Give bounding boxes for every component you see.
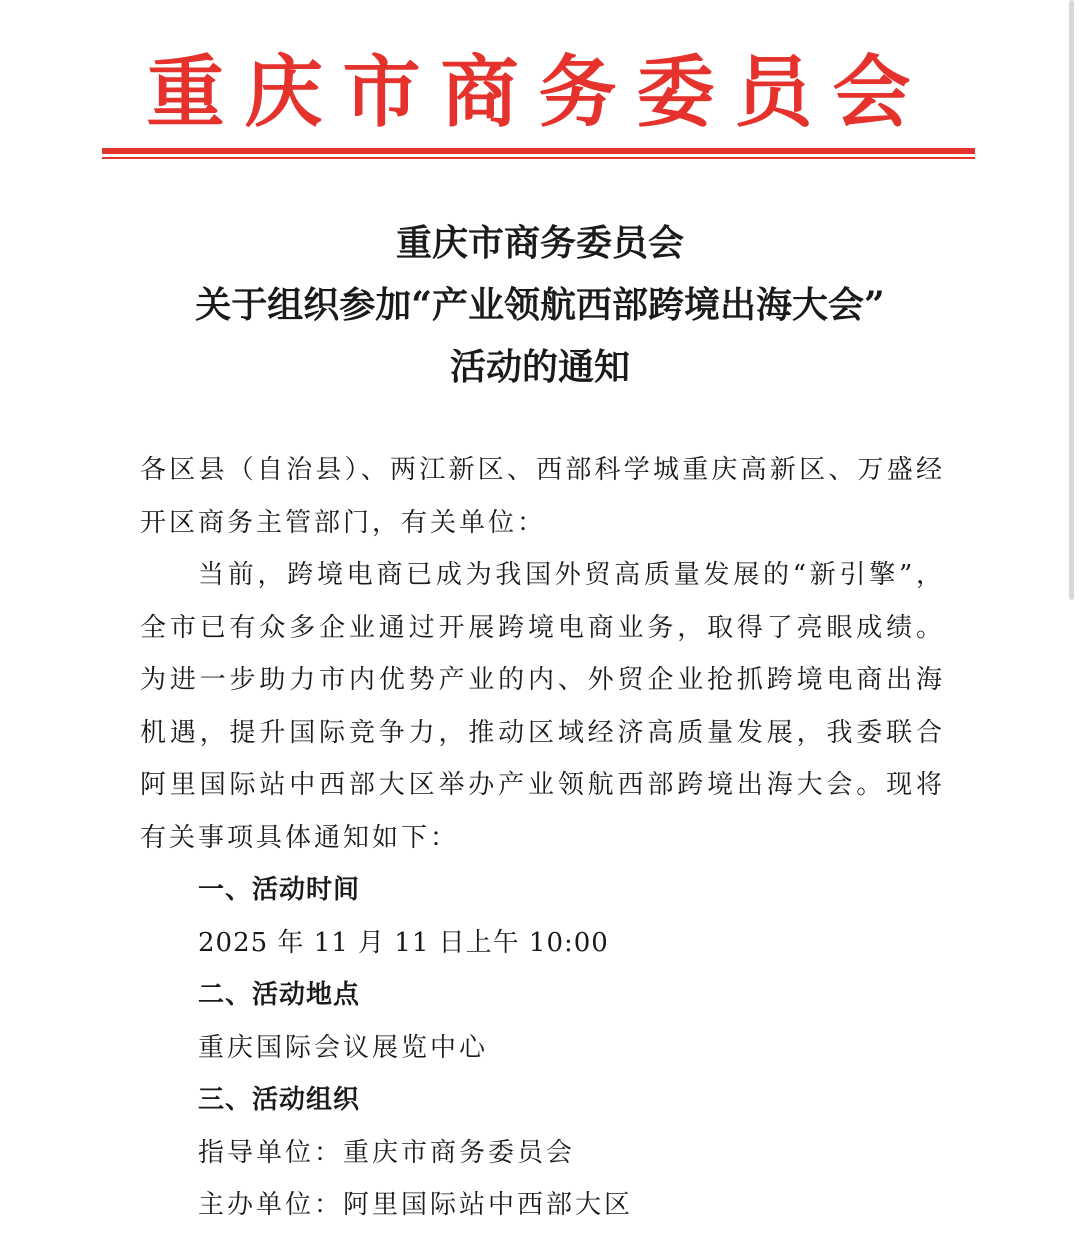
- letterhead-org-name: 重庆市商务委员会: [146, 47, 931, 138]
- document-body: [140, 444, 945, 1232]
- salutation: 各区县（自治县）、两江新区、西部科学城重庆高新区、万盛经开区商务主管部门，有关单位：: [140, 455, 945, 538]
- event-location: 重庆国际会议展览中心: [198, 1032, 489, 1063]
- guiding-unit: 指导单位：重庆市商务委员会: [198, 1137, 576, 1168]
- letterhead-red-rule: [102, 148, 975, 154]
- title-line-3: 活动的通知: [449, 346, 630, 388]
- title-line-2: 关于组织参加“产业领航西部跨境出海大会”: [195, 284, 885, 326]
- scrollbar[interactable]: [1069, 0, 1074, 600]
- host-unit: 主办单位：阿里国际站中西部大区: [198, 1190, 634, 1220]
- title-line-1: 重庆市商务委员会: [395, 222, 684, 264]
- letterhead-red-rule-thin: [102, 157, 975, 159]
- section-heading-location: 二、活动地点: [198, 980, 361, 1010]
- intro-paragraph: 当前，跨境电商已成为我国外贸高质量发展的“新引擎”，全市已有众多企业通过开展跨境电商业务，取得了亮眼成绩。为进一步助力市内优势产业的内、外贸企业抢抓跨境电商出海机遇，提升国际竞争力，推动区域经济高质量发展，我委联合阿里国际站中西部大区举办产业领航西部跨境出海大会。现将有关事项具体通知如下：: [140, 560, 945, 853]
- section-heading-time: 一、活动时间: [198, 875, 361, 905]
- section-heading-organization: 三、活动组织: [198, 1085, 361, 1115]
- document-title: [100, 212, 980, 398]
- event-time: 2025 年 11 月 11 日上午 10:00: [198, 927, 609, 958]
